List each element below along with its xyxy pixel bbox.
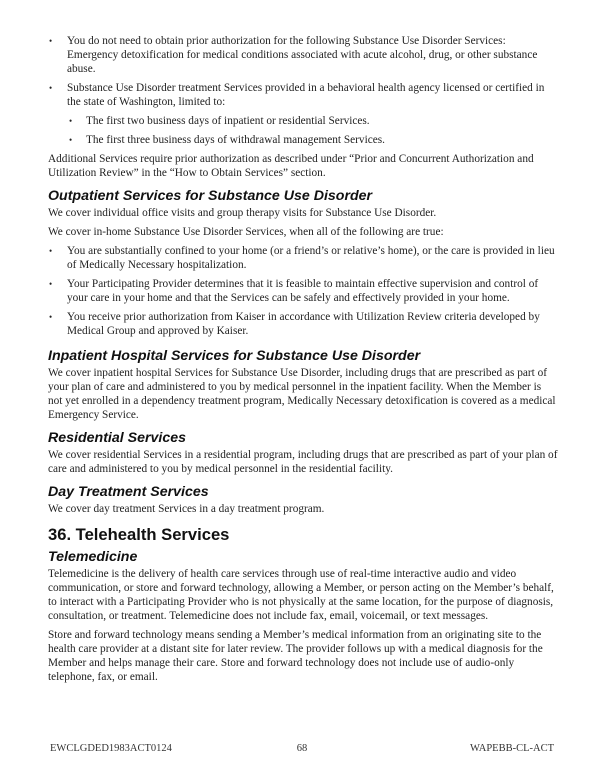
list-item <box>48 277 558 305</box>
in-home-conditions-list <box>48 244 558 338</box>
page-content <box>48 34 558 689</box>
bullet-text: Your Participating Provider determines that it is feasible to maintain effective supervision and control of your care in your home and that the Services can be safely and effectively provided in your home. <box>67 278 539 304</box>
inpatient-body: We cover inpatient hospital Services for Substance Use Disorder, including drugs that are prescribed as part of your plan of care and administered to you by medical personnel in the inpatient facility. When the Member is not yet enrolled in a dependency treatment program, Medically Necessary detoxification is covered as a medical Emergency Service. <box>48 367 556 421</box>
intro-note: Additional Services require prior authorization as described under “Prior and Concurrent Authorization and Utilization Review” in the “How to Obtain Services” section. <box>48 153 534 179</box>
heading-day-treatment: Day Treatment Services <box>48 484 209 500</box>
outpatient-para-2: We cover in-home Substance Use Disorder Services, when all of the following are true: <box>48 226 444 238</box>
footer-plan-code: WAPEBB-CL-ACT <box>470 743 554 754</box>
sub-list <box>67 114 558 147</box>
outpatient-para-1: We cover individual office visits and group therapy visits for Substance Use Disorder. <box>48 207 437 219</box>
bullet-text: You do not need to obtain prior authorization for the following Substance Use Disorder Services: Emergency detoxification for medical conditions associated with acute alcohol, drug, or other substance abuse. <box>67 35 538 75</box>
footer-document-code: EWCLGDED1983ACT0124 <box>50 743 172 754</box>
bullet-text: Substance Use Disorder treatment Services provided in a behavioral health agency licensed or certified in the state of Washington, limited to: <box>67 82 545 108</box>
list-item <box>48 244 558 272</box>
residential-body: We cover residential Services in a residential program, including drugs that are prescribed as part of your plan of care and administered to you by medical personnel in the residential facility. <box>48 449 558 475</box>
page-footer <box>50 743 554 754</box>
bullet-text: You receive prior authorization from Kaiser in accordance with Utilization Review criteria developed by Medical Group and approved by Kaiser. <box>67 311 540 337</box>
heading-residential: Residential Services <box>48 430 187 446</box>
section-heading-telehealth: 36. Telehealth Services <box>48 525 230 544</box>
telemedicine-para-1: Telemedicine is the delivery of health care services through use of real-time interactive audio and video communication, or store and forward technology, allowing a Member, or person acting on the Member’s behalf, to interact with a Participating Provider who is not physically at the same location, for the purpose of diagnosis, consultation, or treatment. Telemedicine does not include fax, email, voicemail, or text messages. <box>48 568 554 622</box>
sub-list-item <box>48 133 558 147</box>
page-number: 68 <box>296 743 308 754</box>
sub-bullet-text: The first two business days of inpatient or residential Services. <box>86 115 370 127</box>
heading-telemedicine: Telemedicine <box>48 549 138 565</box>
heading-inpatient: Inpatient Hospital Services for Substance Use Disorder <box>48 348 421 364</box>
sub-list-item <box>48 114 558 128</box>
list-item <box>48 81 558 147</box>
bullet-text: You are substantially confined to your home (or a friend’s or relative’s home), or the care is provided in lieu of Medically Necessary hospitalization. <box>67 245 555 271</box>
day-treatment-body: We cover day treatment Services in a day treatment program. <box>48 503 325 515</box>
heading-outpatient: Outpatient Services for Substance Use Disorder <box>48 188 373 204</box>
sub-bullet-text: The first three business days of withdrawal management Services. <box>86 134 385 146</box>
prior-auth-exemption-list <box>48 34 558 147</box>
list-item <box>48 34 558 76</box>
list-item <box>48 310 558 338</box>
telemedicine-para-2: Store and forward technology means sending a Member’s medical information from an originating site to the health care provider at a distant site for later review. The provider follows up with a medical diagnosis for the Member and helps manage their care. Store and forward technology does not include use of audio-only telephone, fax, or email. <box>48 629 543 683</box>
